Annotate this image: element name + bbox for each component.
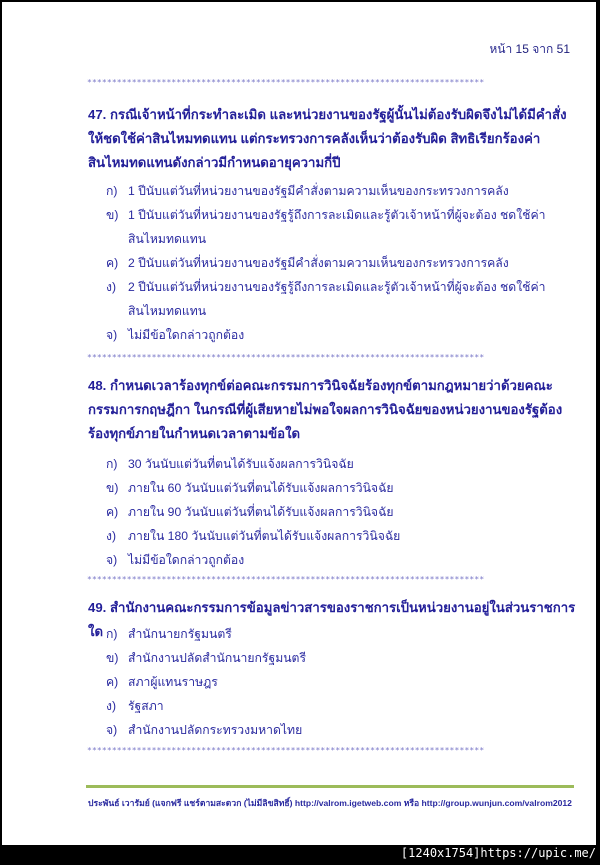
footer-divider (86, 785, 574, 788)
footer-credit: ประพันธ์ เวารัมย์ (แจกฟรี แชร์ตามสะดวก (ไม่มีลิขสิทธิ์) http://valrom.igetweb.com หรือ http://group.wunjun.com/valrom2012 (88, 798, 572, 808)
option-marker: ข) (106, 208, 119, 222)
option-item (106, 646, 576, 670)
separator-line: ******************************************************************************** (87, 746, 485, 755)
option-item (106, 476, 576, 500)
document-page (2, 2, 596, 845)
page-total: 51 (556, 42, 570, 56)
option-marker: ก) (106, 184, 118, 198)
option-item (106, 203, 576, 251)
option-item (106, 718, 576, 742)
option-text: 2 ปีนับแต่วันที่หน่วยงานของรัฐรู้ถึงการละเมิดและรู้ตัวเจ้าหน้าที่ผู้จะต้อง ชดใช้ค่าสินไหมทดแทน (128, 280, 546, 318)
option-item (106, 500, 576, 524)
option-text: สำนักนายกรัฐมนตรี (128, 627, 232, 641)
option-item (106, 179, 576, 203)
option-marker: ก) (106, 627, 118, 641)
option-item (106, 275, 576, 323)
option-text: ไม่มีข้อใดกล่าวถูกต้อง (128, 328, 245, 342)
question-49: 49. สำนักงานคณะกรรมการข้อมูลข่าวสารของราชการเป็นหน่วยงานอยู่ในส่วนราชการใด (88, 600, 576, 639)
image-host-watermark: [1240x1754]https://upic.me/ (400, 846, 596, 860)
option-item (106, 670, 576, 694)
option-item (106, 524, 576, 548)
option-text: 2 ปีนับแต่วันที่หน่วยงานของรัฐมีคำสั่งตามความเห็นของกระทรวงการคลัง (128, 256, 509, 270)
option-item (106, 323, 576, 347)
option-marker: ง) (106, 699, 117, 713)
option-item (106, 548, 576, 572)
option-text: สภาผู้แทนราษฎร (128, 675, 218, 689)
option-item (106, 251, 576, 275)
option-item (106, 694, 576, 718)
option-marker: ข) (106, 651, 119, 665)
option-marker: ง) (106, 529, 117, 543)
option-item (106, 452, 576, 476)
option-text: ภายใน 180 วันนับแต่วันที่ตนได้รับแจ้งผลการวินิจฉัย (128, 529, 401, 543)
option-text: 30 วันนับแต่วันที่ตนได้รับแจ้งผลการวินิจฉัย (128, 457, 354, 471)
separator-line: ******************************************************************************** (87, 353, 485, 362)
option-marker: ค) (106, 675, 119, 689)
option-text: ภายใน 60 วันนับแต่วันที่ตนได้รับแจ้งผลการวินิจฉัย (128, 481, 394, 495)
page-current: 15 (515, 42, 529, 56)
question-47-options (106, 179, 576, 347)
option-text: สำนักงานปลัดสำนักนายกรัฐมนตรี (128, 651, 307, 665)
option-marker: จ) (106, 553, 118, 567)
question-47: 47. กรณีเจ้าหน้าที่กระทำละเมิด และหน่วยงานของรัฐผู้นั้นไม่ต้องรับผิดจึงไม่ได้มีคำสั่งให้ชดใช้ค่าสินไหมทดแทน แต่กระทรวงการคลังเห็นว่าต้องรับผิด สิทธิเรียกร้องค่าสินไหมทดแทนดังกล่าวมีกำหนดอายุความกี่ปี (88, 107, 567, 170)
page-number (489, 40, 570, 59)
question-48-options (106, 452, 576, 572)
option-text: สำนักงานปลัดกระทรวงมหาดไทย (128, 723, 303, 737)
option-text: รัฐสภา (128, 699, 164, 713)
question-48: 48. กำหนดเวลาร้องทุกข์ต่อคณะกรรมการวินิจฉัยร้องทุกข์ตามกฎหมายว่าด้วยคณะกรรมการกฤษฎีกา ในกรณีที่ผู้เสียหายไม่พอใจผลการวินิจฉัยของหน่วยงานของรัฐต้องร้องทุกข์ภายในกำหนดเวลาตามข้อใด (88, 378, 563, 441)
option-text: ไม่มีข้อใดกล่าวถูกต้อง (128, 553, 245, 567)
option-marker: ก) (106, 457, 118, 471)
separator-line: ******************************************************************************** (87, 78, 485, 87)
option-text: 1 ปีนับแต่วันที่หน่วยงานของรัฐมีคำสั่งตามความเห็นของกระทรวงการคลัง (128, 184, 509, 198)
option-marker: จ) (106, 723, 118, 737)
question-49-options (106, 622, 576, 742)
page-label: หน้า (489, 42, 513, 56)
option-marker: จ) (106, 328, 118, 342)
separator-line: ******************************************************************************** (87, 575, 485, 584)
option-text: 1 ปีนับแต่วันที่หน่วยงานของรัฐรู้ถึงการละเมิดและรู้ตัวเจ้าหน้าที่ผู้จะต้อง ชดใช้ค่าสินไหมทดแทน (128, 208, 546, 246)
option-marker: ค) (106, 256, 119, 270)
page-of-label: จาก (532, 42, 554, 56)
option-item (106, 622, 576, 646)
option-marker: ง) (106, 280, 117, 294)
option-marker: ข) (106, 481, 119, 495)
option-text: ภายใน 90 วันนับแต่วันที่ตนได้รับแจ้งผลการวินิจฉัย (128, 505, 394, 519)
option-marker: ค) (106, 505, 119, 519)
